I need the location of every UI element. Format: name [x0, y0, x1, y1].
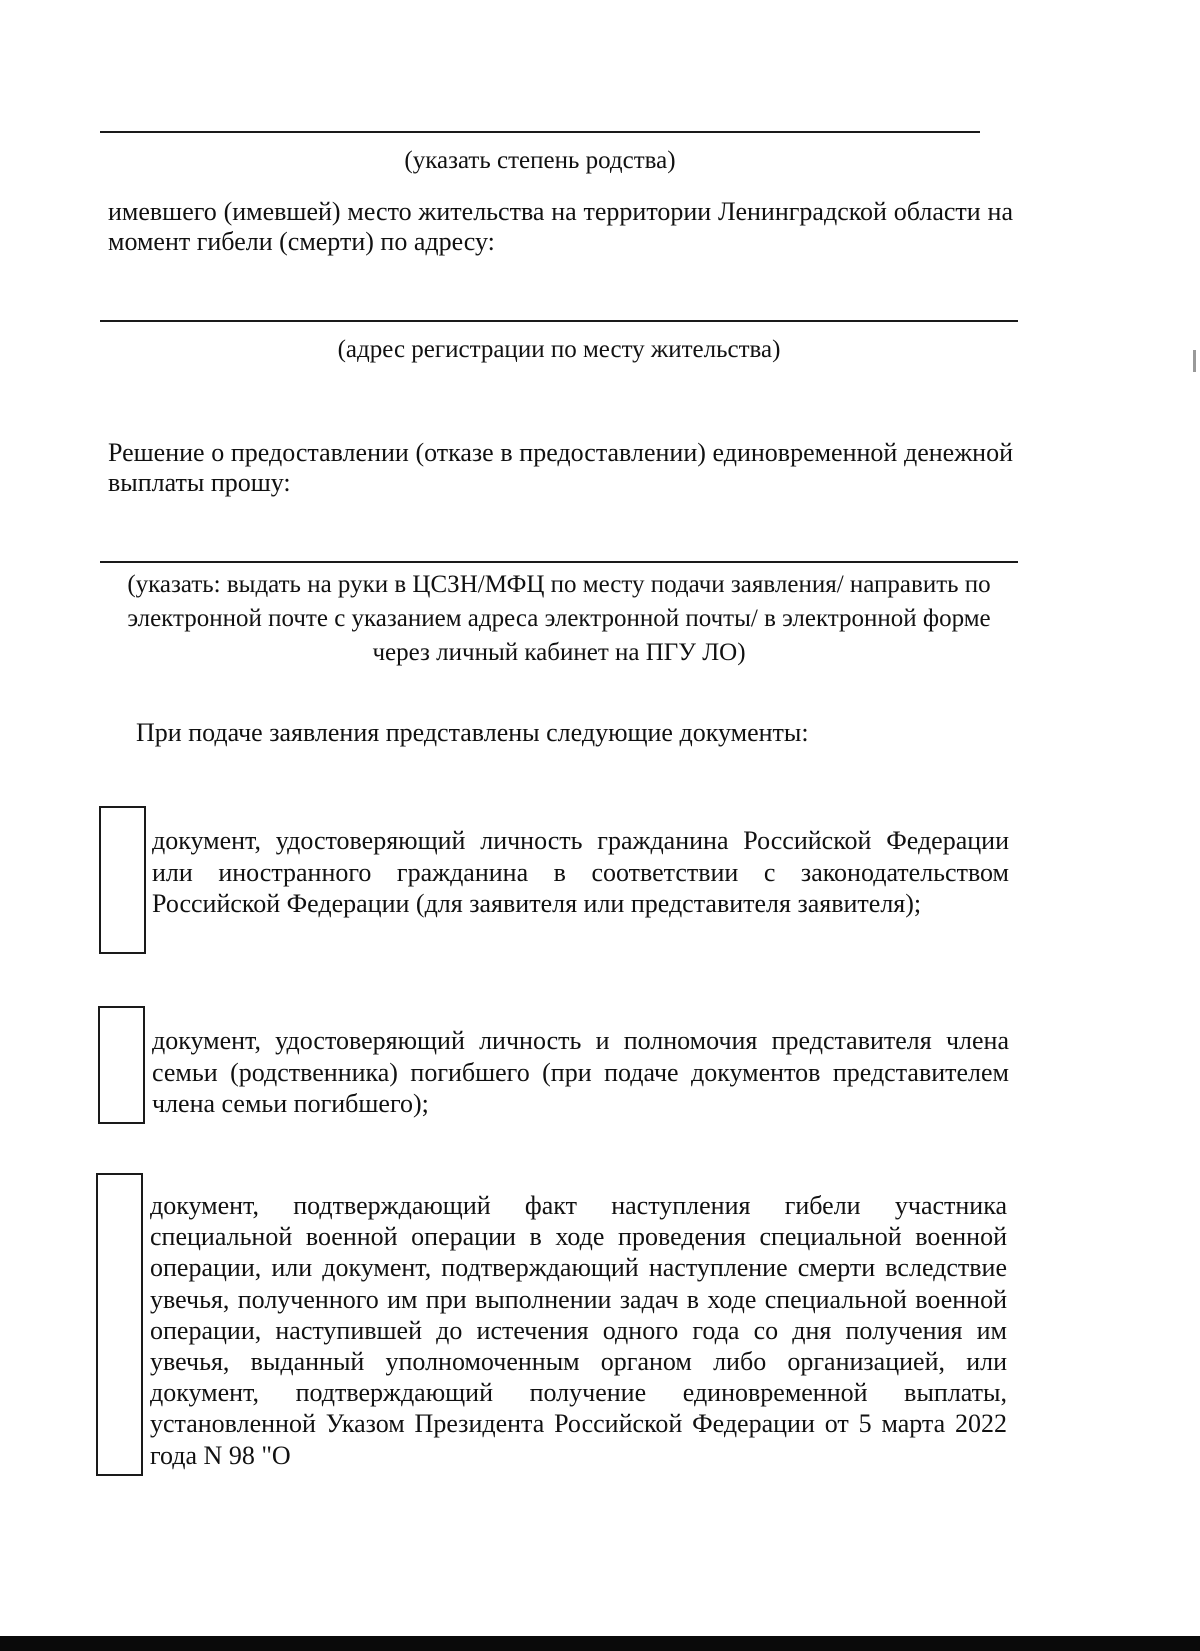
- document-item-identity: документ, удостоверяющий личность гражданина Российской Федерации или иностранного гражданина в соответствии с законодательством Российской Федерации (для заявителя или представителя заявителя);: [152, 826, 1009, 919]
- document-checkbox-death-fact[interactable]: [96, 1173, 143, 1476]
- documents-intro: При подаче заявления представлены следующие документы:: [136, 718, 809, 747]
- decision-paragraph: Решение о предоставлении (отказе в предоставлении) единовременной денежной выплаты прошу:: [108, 438, 1013, 497]
- address-caption: (адрес регистрации по месту жительства): [337, 336, 781, 363]
- delivery-method-line: [100, 561, 1018, 563]
- scan-bottom-edge: [0, 1636, 1200, 1651]
- document-item-death-fact: документ, подтверждающий факт наступления гибели участника специальной военной операции в ходе проведения специальной военной операции, или документ, подтверждающий наступление смерти вследствие увечья, полученного им при выполнении задач в ходе специальной военной операции, наступившей до истечения одного года со дня получения им увечья, выданный уполномоченным органом либо организацией, или документ, подтверждающий получение единовременной выплаты, установленной Указом Президента Российской Федерации от 5 марта 2022 года N 98 "О: [150, 1191, 1007, 1470]
- delivery-method-caption: (указать: выдать на руки в ЦСЗН/МФЦ по месту подачи заявления/ направить по электронной почте с указанием адреса электронной почты/ в электронной форме через личный кабинет на ПГУ ЛО): [127, 571, 991, 666]
- address-line: [100, 320, 1018, 322]
- document-checkbox-representative[interactable]: [98, 1006, 145, 1124]
- document-checkbox-identity[interactable]: [99, 806, 146, 954]
- document-item-representative: документ, удостоверяющий личность и полномочия представителя члена семьи (родственника) погибшего (при подаче документов представителем члена семьи погибшего);: [152, 1026, 1009, 1119]
- kinship-caption: (указать степень родства): [404, 147, 676, 174]
- residence-paragraph: имевшего (имевшей) место жительства на территории Ленинградской области на момент гибели (смерти) по адресу:: [108, 197, 1013, 256]
- kinship-line: [100, 131, 980, 133]
- scan-edge-mark: [1193, 350, 1196, 372]
